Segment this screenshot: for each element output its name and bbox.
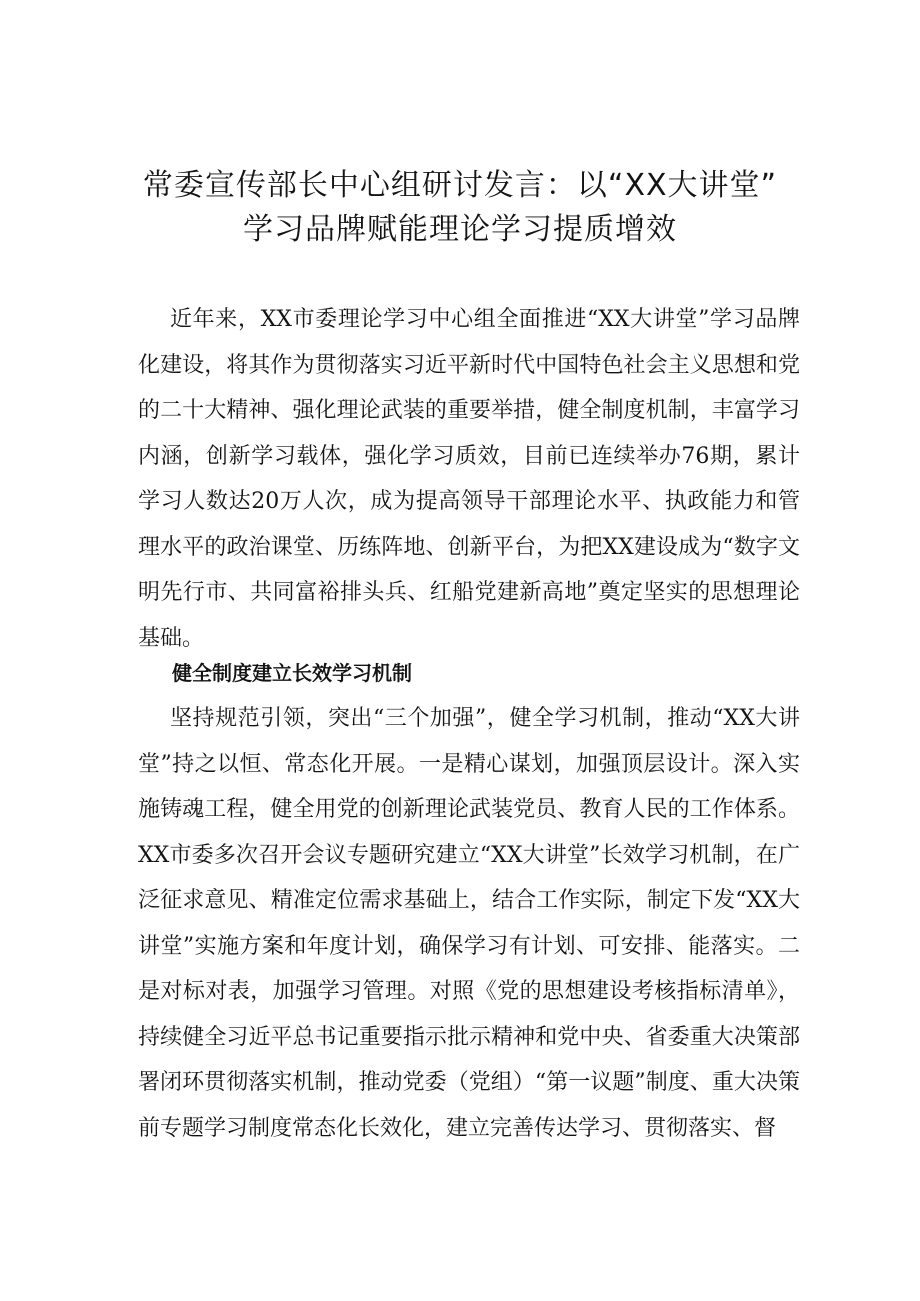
section-heading: 健全制度建立长效学习机制 [172,661,412,685]
body-paragraph: 坚持规范引领，突出“三个加强”，健全学习机制，推动“XX大讲堂”持之以恒、常态化开展。一是精心谋划，加强顶层设计。深入实施铸魂工程，健全用党的创新理论武装党员、教育人民的工作体系。XX市委多次召开会议专题研究建立“XX大讲堂”长效学习机制，在广泛征求意见、精准定位需求基础上，结合工作实际，制定下发“XX大讲堂”实施方案和年度计划，确保学习有计划、可安排、能落实。二是对标对表，加强学习管理。对照《党的思想建设考核指标清单》，持续健全习近平总书记重要指示批示精神和党中央、省委重大决策部署闭环贯彻落实机制，推动党委（党组）“第一议题”制度、重大决策前专题学习制度常态化长效化，建立完善传达学习、贯彻落实、督 [138,706,800,1141]
intro-paragraph: 近年来，XX市委理论学习中心组全面推进“XX大讲堂”学习品牌化建设，将其作为贯彻落实习近平新时代中国特色社会主义思想和党的二十大精神、强化理论武装的重要举措，健全制度机制，丰富学习内涵，创新学习载体，强化学习质效，目前已连续举办76期，累计学习人数达20万人次，成为提高领导干部理论水平、执政能力和管理水平的政治课堂、历练阵地、创新平台，为把XX建设成为“数字文明先行市、共同富裕排头兵、红船党建新高地”奠定坚实的思想理论基础。 [138,307,800,651]
document-title-line-2: 学习品牌赋能理论学习提质增效 [243,212,677,247]
document-title-line-1: 常委宣传部长中心组研讨发言：以“XX大讲堂” [142,168,778,203]
